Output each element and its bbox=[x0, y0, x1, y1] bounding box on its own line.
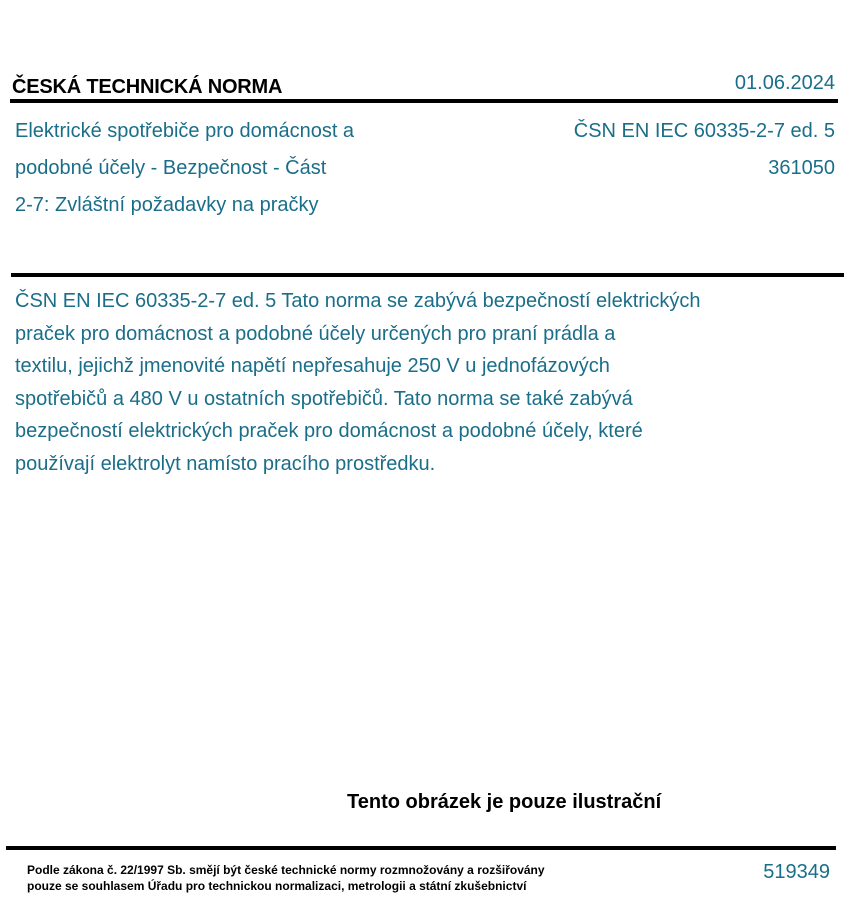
standard-code: ČSN EN IEC 60335-2-7 ed. 5 bbox=[573, 120, 835, 142]
standard-identifier bbox=[574, 113, 835, 187]
title-line: 2-7: Zvláštní požadavky na pračky bbox=[15, 194, 319, 216]
legal-notice bbox=[27, 862, 545, 894]
legal-line: Podle zákona č. 22/1997 Sb. smějí být české technické normy rozmnožovány a rozšiřovány bbox=[27, 863, 545, 877]
abstract bbox=[15, 285, 775, 480]
catalog-number: 519349 bbox=[763, 861, 830, 883]
abstract-line: textilu, jejichž jmenovité napětí nepřesahuje 250 V u jednofázových bbox=[15, 355, 610, 377]
document-type-label: ČESKÁ TECHNICKÁ NORMA bbox=[12, 76, 283, 98]
abstract-line: bezpečností elektrických praček pro domácnost a podobné účely, které bbox=[15, 420, 643, 442]
footer-divider bbox=[6, 846, 836, 850]
publication-date: 01.06.2024 bbox=[734, 72, 835, 94]
abstract-line: ČSN EN IEC 60335-2-7 ed. 5 Tato norma se zabývá bezpečností elektrických bbox=[15, 290, 701, 312]
abstract-line: praček pro domácnost a podobné účely určených pro praní prádla a bbox=[15, 322, 616, 345]
title-divider bbox=[11, 273, 844, 277]
title-line: podobné účely - Bezpečnost - Část bbox=[15, 157, 327, 179]
title-line: Elektrické spotřebiče pro domácnost a bbox=[15, 120, 355, 142]
illustration-note: Tento obrázek je pouze ilustrační bbox=[347, 791, 662, 813]
abstract-line: používají elektrolyt namísto pracího prostředku. bbox=[15, 452, 436, 475]
header-divider bbox=[10, 99, 838, 103]
class-number: 361050 bbox=[768, 157, 835, 179]
abstract-line: spotřebičů a 480 V u ostatních spotřebičů. Tato norma se také zabývá bbox=[15, 387, 633, 410]
legal-line: pouze se souhlasem Úřadu pro technickou normalizaci, metrologii a státní zkušebnictví bbox=[27, 879, 527, 893]
standard-title bbox=[15, 113, 415, 224]
